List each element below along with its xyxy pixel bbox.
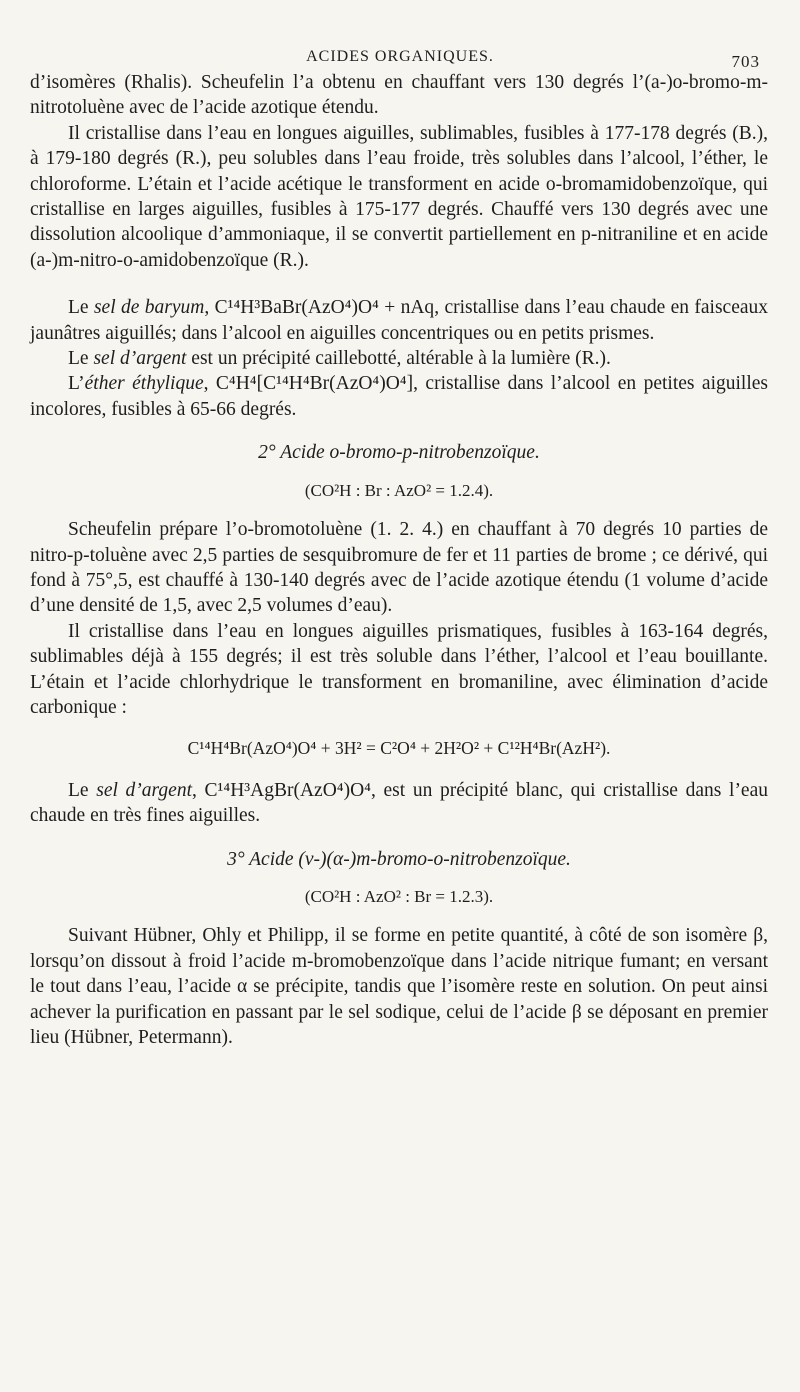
body-text <box>30 70 768 1050</box>
page-number: 703 <box>731 52 760 71</box>
paragraph-preparation: Scheufelin prépare l’o-bromotoluène (1. 2. 4.) en chauffant à 70 degrés 10 parties de nitro-p-toluène avec 2,5 parties de sesquibromure de fer et 11 parties de brome ; ce dérivé, qui fond à 75°,5, est chauffé à 130-140 degrés avec de l’acide azotique étendu (1 volume d’acide d’une densité de 1,5, avec 2,5 volumes d’eau). <box>30 519 768 617</box>
lead-text: Le <box>68 779 97 801</box>
paragraph-sel-argent <box>30 346 768 371</box>
rest-text: , cristallise dans l’eau chaude en faisceaux jaunâtres aiguillés; dans l’alcool en aiguilles concentriques ou en petits prismes. <box>30 297 769 344</box>
section-heading-2: 2° Acide o-bromo-p-nitrobenzoïque. <box>258 442 540 464</box>
paragraph-sel-baryum: Le sel de baryum, C¹⁴H³BaBr(AzO⁴)O⁴ + nAq, cristallise dans l’eau chaude en faisceaux jaunâtres aiguillés; dans l’alcool en aiguilles concentriques ou en petits prismes. <box>30 297 769 344</box>
term-ether: éther éthylique <box>84 373 204 395</box>
lead-text: Le <box>68 348 94 370</box>
rest-text: , cristallise dans l’alcool en petites aiguilles incolores, fusibles à 65-66 degrés. <box>30 373 768 420</box>
lead-text: Le <box>68 297 94 319</box>
term-sel-argent: sel d’argent <box>96 779 192 801</box>
paragraph-proprietes: Il cristallise dans l’eau en longues aiguilles prismatiques, fusibles à 163-164 degrés, sublimables déjà à 155 degrés; il est très soluble dans l’éther, l’alcool et l’eau bouillante. L’étain et l’acide chlorhydrique le transforment en bromaniline, avec élimination d’acide carbonique : <box>30 620 768 718</box>
term-sel-baryum: sel de baryum <box>93 297 205 319</box>
paragraph-sel-argent-2: Le sel d’argent, C¹⁴H³AgBr(AzO⁴)O⁴, est un précipité blanc, qui cristallise dans l’eau chaude en très fines aiguilles. <box>30 779 768 827</box>
lead-text: L’ <box>68 373 85 395</box>
rest-text: , est un précipité blanc, qui cristallise dans l’eau chaude en très fines aiguilles. <box>30 779 768 827</box>
term-sel-argent: sel d’argent <box>93 348 187 370</box>
formula-baryum: C¹⁴H³BaBr(AzO⁴)O⁴ + nAq <box>214 297 435 319</box>
running-title: ACIDES ORGANIQUES. <box>306 48 494 65</box>
section-formula-2: (CO²H : Br : AzO² = 1.2.4). <box>304 480 494 500</box>
paragraph-hubner: Suivant Hübner, Ohly et Philipp, il se forme en petite quantité, à côté de son isomère β, lorsqu’on dissout à froid l’acide m-bromobenzoïque dans l’acide nitrique fumant; en versant le tout dans l’eau, l’acide α se précipite, tandis que l’isomère reste en solution. On peut ainsi achever la purification en passant par le sel sodique, celui de l’acide β se déposant en premier lieu (Hübner, Petermann). <box>30 925 768 1048</box>
section-formula-3: (CO²H : AzO² : Br = 1.2.3). <box>304 886 494 906</box>
formula-argent: C¹⁴H³AgBr(AzO⁴)O⁴ <box>204 779 371 801</box>
formula-ether: C⁴H⁴[C¹⁴H⁴Br(AzO⁴)O⁴] <box>215 373 414 395</box>
section-heading-3: 3° Acide (v-)(α-)m-bromo-o-nitrobenzoïque. <box>227 848 571 870</box>
paragraph-cristallisation: Il cristallise dans l’eau en longues aiguilles, sublimables, fusibles à 177-178 degrés (B.), à 179-180 degrés (R.), peu solubles dans l’eau froide, très solubles dans l’alcool, l’éther, le chloroforme. L’étain et l’acide acétique le transforment en acide o-bromamidobenzoïque, qui cristallise en larges aiguilles, fusibles à 175-177 degrés. Chauffé vers 130 degrés avec une dissolution alcoolique d’ammoniaque, il se convertit partiellement en p-nitraniline et en acide (a-)m-nitro-o-amidobenzoïque (R.). <box>30 122 768 271</box>
paragraph-isomeres: d’isomères (Rhalis). Scheufelin l’a obtenu en chauffant vers 130 degrés l’(a-)o-bromo-m-nitrotoluène avec de l’acide azotique étendu. <box>30 72 768 119</box>
chemical-equation: C¹⁴H⁴Br(AzO⁴)O⁴ + 3H² = C²O⁴ + 2H²O² + C¹²H⁴Br(AzH²). <box>187 738 611 759</box>
paragraph-ether: L’éther éthylique, C⁴H⁴[C¹⁴H⁴Br(AzO⁴)O⁴], cristallise dans l’alcool en petites aiguilles incolores, fusibles à 65-66 degrés. <box>30 373 768 420</box>
rest-text: est un précipité caillebotté, altérable à la lumière (R.). <box>186 348 611 370</box>
